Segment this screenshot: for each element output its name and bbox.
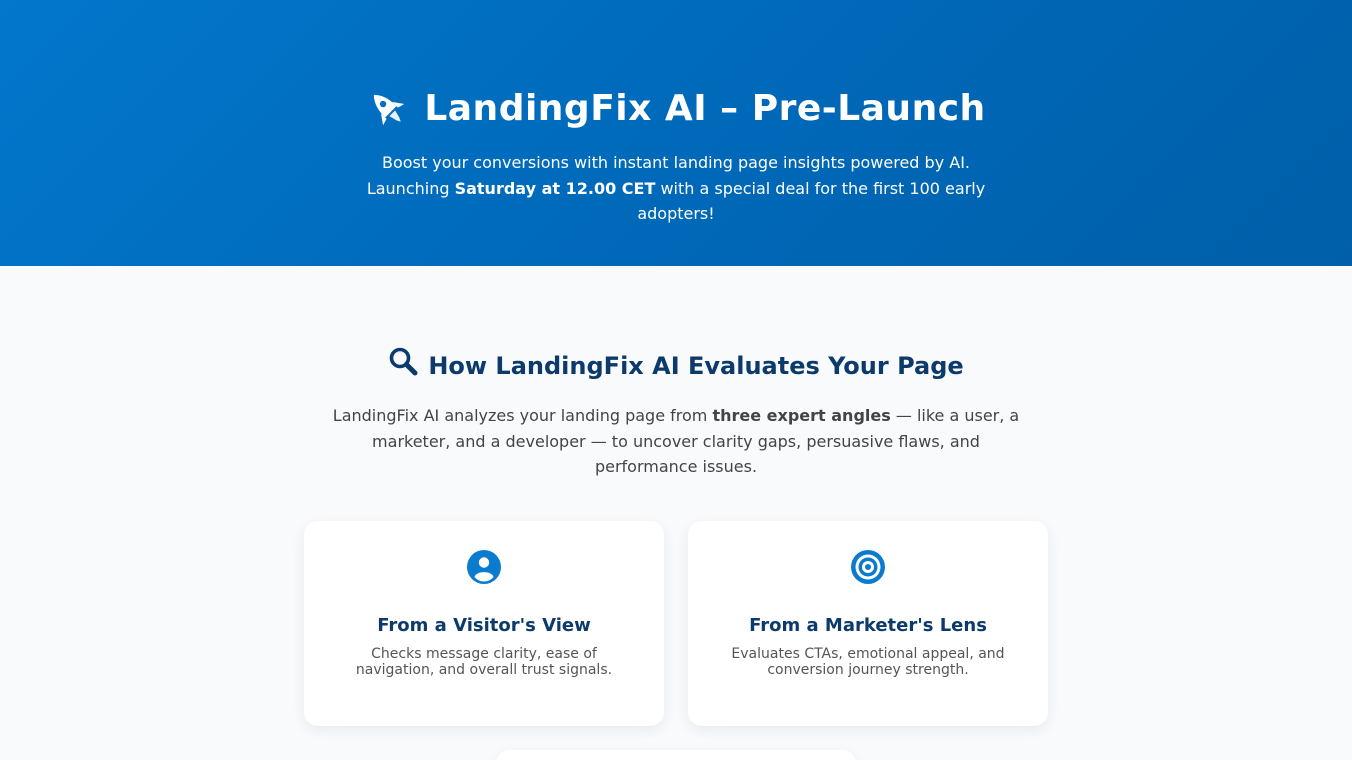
target-icon [688, 549, 1048, 585]
card-title: From a Visitor's View [377, 614, 591, 636]
feature-card-marketer [688, 521, 1048, 726]
hero-banner [0, 0, 1352, 266]
section-title-text: How LandingFix AI Evaluates Your Page [428, 351, 964, 380]
hero-title-text: LandingFix AI – Pre-Launch [424, 88, 986, 129]
hero-subtitle-line: Boost your conversions with instant landing page insights powered by AI. [381, 153, 971, 172]
desc-prefix: LandingFix AI analyzes your landing page from [332, 406, 713, 425]
evaluation-section [0, 266, 1352, 760]
feature-cards [0, 521, 1352, 760]
card-text: Evaluates CTAs, emotional appeal, and conversion journey strength. [731, 645, 1005, 678]
hero-subtitle [356, 150, 996, 227]
card-text: Checks message clarity, ease of navigation, and overall trust signals. [355, 645, 613, 678]
launch-time: Saturday at 12.00 CET [454, 178, 656, 198]
section-title [0, 346, 1352, 385]
desc-bold: three expert angles [712, 406, 891, 425]
magnifier-icon [388, 346, 418, 385]
user-circle-icon [304, 549, 664, 585]
feature-card-visitor [304, 521, 664, 726]
feature-card-partial [496, 750, 856, 760]
section-description [326, 403, 1026, 480]
launch-prefix: Launching [366, 178, 455, 198]
card-title: From a Marketer's Lens [749, 614, 987, 636]
hero-title [0, 86, 1352, 132]
desc-suffix: — like a user, a marketer, and a developer — to uncover clarity gaps, persuasive flaws, and performance issues. [372, 406, 1020, 477]
rocket-icon [366, 87, 410, 131]
launch-suffix: with a special deal for the first 100 early adopters! [637, 178, 986, 224]
